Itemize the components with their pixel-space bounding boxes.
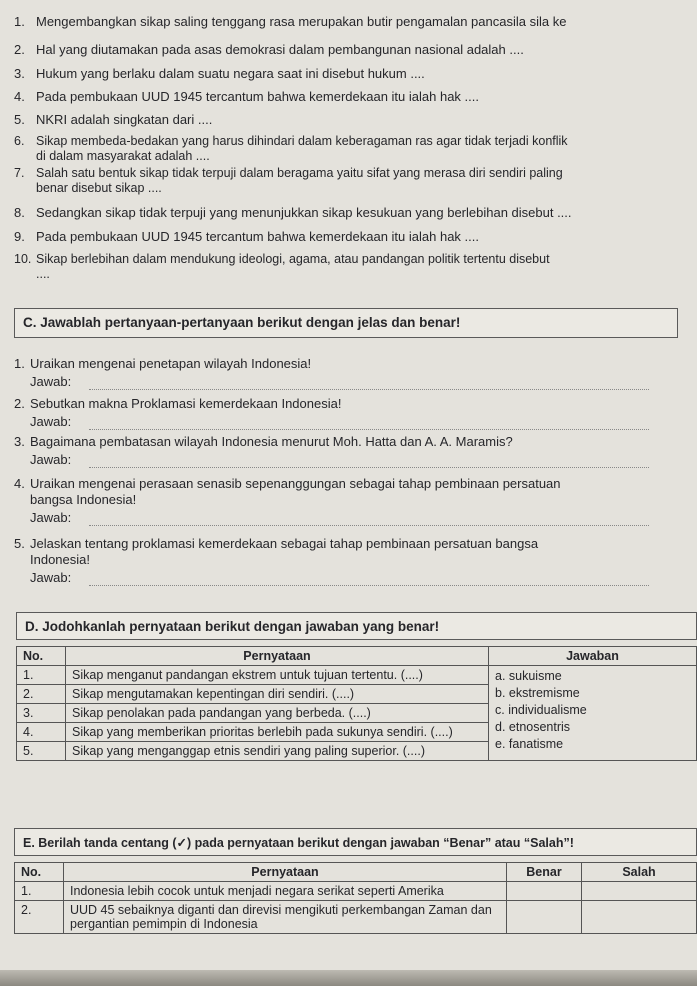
salah-checkbox-cell[interactable] <box>582 901 697 934</box>
row-no: 1. <box>17 666 66 685</box>
col-pernyataan: Pernyataan <box>64 863 507 882</box>
true-false-table <box>14 862 697 934</box>
answer-line[interactable] <box>89 524 649 526</box>
row-no: 4. <box>17 723 66 742</box>
section-c-heading: C. Jawablah pertanyaan-pertanyaan berikut dengan jelas dan benar! <box>14 308 678 338</box>
fill-question: 1. Mengembangkan sikap saling tenggang rasa merupakan butir pengamalan pancasila sila ke <box>14 14 567 29</box>
fill-question: 4. Pada pembukaan UUD 1945 tercantum bahwa kemerdekaan itu ialah hak .... <box>14 89 479 104</box>
benar-checkbox-cell[interactable] <box>507 901 582 934</box>
row-no: 2. <box>15 901 64 934</box>
answer-option: e. fanatisme <box>495 737 564 751</box>
essay-question: 3. Bagaimana pembatasan wilayah Indonesia menurut Moh. Hatta dan A. A. Maramis? Jawab: <box>30 434 649 468</box>
row-statement: UUD 45 sebaiknya diganti dan direvisi mengikuti perkembangan Zaman dan pergantian pemimpin di Indonesia <box>64 901 507 934</box>
fill-question: 8. Sedangkan sikap tidak terpuji yang menunjukkan sikap kesukuan yang berlebihan disebut .... <box>14 205 572 220</box>
row-statement: Sikap menganut pandangan ekstrem untuk tujuan tertentu. (....) <box>66 666 489 685</box>
row-no: 5. <box>17 742 66 761</box>
col-no: No. <box>15 863 64 882</box>
col-no: No. <box>17 647 66 666</box>
section-e-heading: E. Berilah tanda centang (✓) pada pernyataan berikut dengan jawaban “Benar” atau “Salah”! <box>14 828 697 856</box>
col-pernyataan: Pernyataan <box>66 647 489 666</box>
fill-question: 5. NKRI adalah singkatan dari .... <box>14 112 213 127</box>
answer-options <box>489 666 697 761</box>
col-benar: Benar <box>507 863 582 882</box>
row-statement: Sikap yang menganggap etnis sendiri yang paling superior. (....) <box>66 742 489 761</box>
row-statement: Sikap penolakan pada pandangan yang berbeda. (....) <box>66 704 489 723</box>
fill-question: 7. Salah satu bentuk sikap tidak terpuji dalam beragama yaitu sifat yang merasa diri sendiri paling benar disebut sikap .... <box>14 166 563 195</box>
answer-option: b. ekstremisme <box>495 686 580 700</box>
matching-table <box>16 646 697 761</box>
benar-checkbox-cell[interactable] <box>507 882 582 901</box>
fill-question: 9. Pada pembukaan UUD 1945 tercantum bahwa kemerdekaan itu ialah hak .... <box>14 229 479 244</box>
fill-question: 3. Hukum yang berlaku dalam suatu negara saat ini disebut hukum .... <box>14 66 425 81</box>
answer-option: c. individualisme <box>495 703 587 717</box>
answer-line[interactable] <box>89 466 649 468</box>
row-statement: Sikap mengutamakan kepentingan diri sendiri. (....) <box>66 685 489 704</box>
essay-question: 1. Uraikan mengenai penetapan wilayah Indonesia! Jawab: <box>30 356 649 390</box>
answer-line[interactable] <box>89 584 649 586</box>
fill-question: 10. Sikap berlebihan dalam mendukung ideologi, agama, atau pandangan politik tertentu disebut .... <box>14 252 550 281</box>
row-no: 2. <box>17 685 66 704</box>
fill-question: 2. Hal yang diutamakan pada asas demokrasi dalam pembangunan nasional adalah .... <box>14 42 524 57</box>
essay-question: 4. Uraikan mengenai perasaan senasib sepenanggungan sebagai tahap pembinaan persatuan bangsa Indonesia! Jawab: <box>30 476 649 526</box>
page-edge-shadow <box>0 970 697 986</box>
row-no: 3. <box>17 704 66 723</box>
col-jawaban: Jawaban <box>489 647 697 666</box>
essay-question: 5. Jelaskan tentang proklamasi kemerdekaan sebagai tahap pembinaan persatuan bangsa Indonesia! Jawab: <box>30 536 649 586</box>
answer-line[interactable] <box>89 428 649 430</box>
answer-line[interactable] <box>89 388 649 390</box>
section-d-heading: D. Jodohkanlah pernyataan berikut dengan jawaban yang benar! <box>16 612 697 640</box>
row-no: 1. <box>15 882 64 901</box>
col-salah: Salah <box>582 863 697 882</box>
salah-checkbox-cell[interactable] <box>582 882 697 901</box>
fill-question: 6. Sikap membeda-bedakan yang harus dihindari dalam keberagaman ras agar tidak terjadi konflik di dalam masyarakat adalah .... <box>14 134 568 163</box>
row-statement: Sikap yang memberikan prioritas berlebih pada sukunya sendiri. (....) <box>66 723 489 742</box>
row-statement: Indonesia lebih cocok untuk menjadi negara serikat seperti Amerika <box>64 882 507 901</box>
answer-option: a. sukuisme <box>495 669 562 683</box>
answer-option: d. etnosentris <box>495 720 571 734</box>
essay-question: 2. Sebutkan makna Proklamasi kemerdekaan Indonesia! Jawab: <box>30 396 649 430</box>
